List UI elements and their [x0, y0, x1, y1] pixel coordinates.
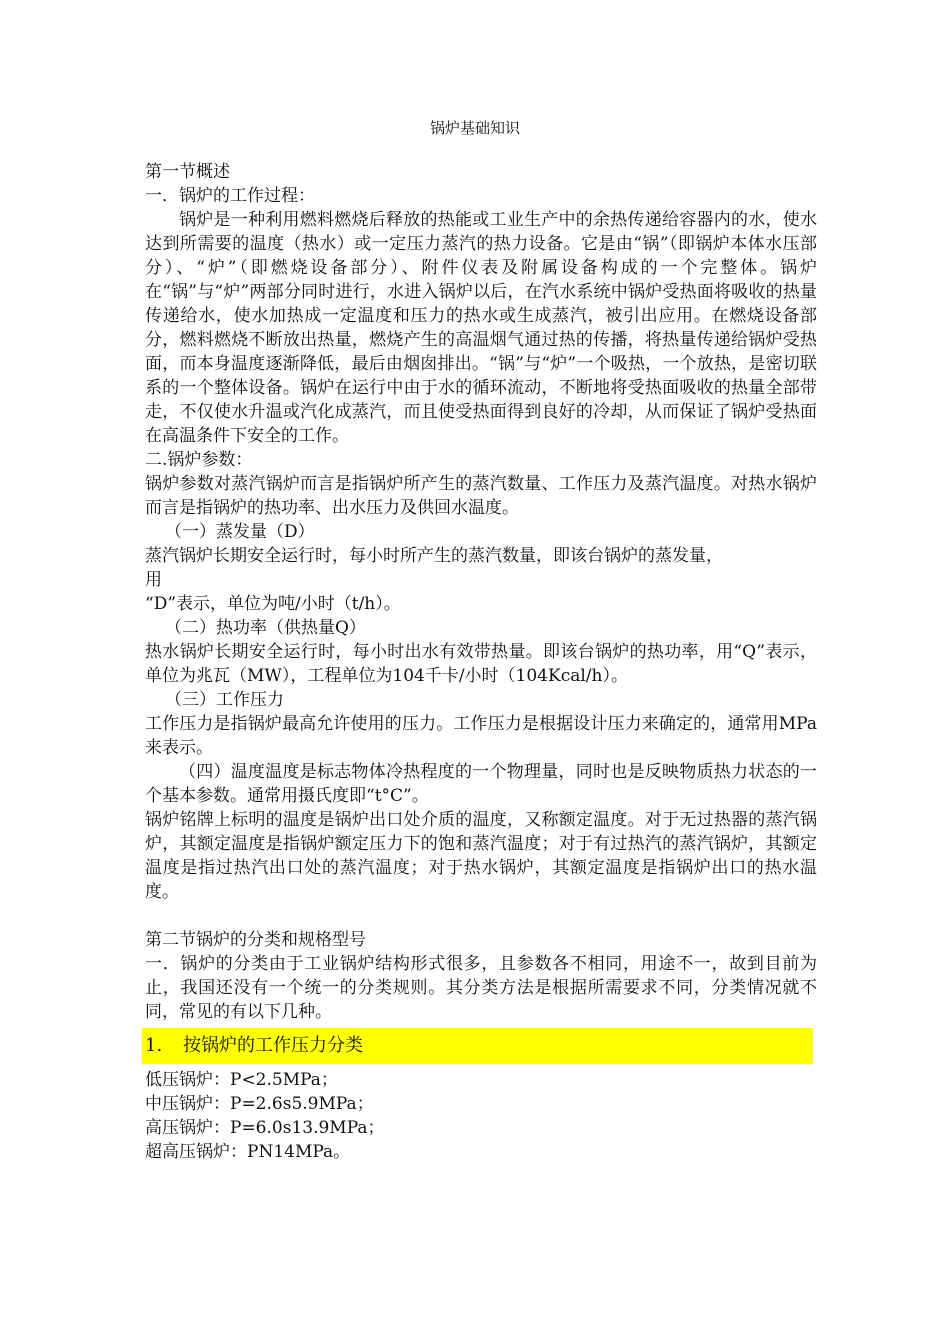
- document-title: 锅炉基础知识: [429, 119, 520, 137]
- list-item-medium-pressure: 中压锅炉：P=2.6s5.9MPa；: [145, 1094, 374, 1114]
- list-item-low-pressure: 低压锅炉：P<2.5MPa；: [145, 1070, 338, 1090]
- paragraph-evaporation-line1: 蒸汽锅炉长期安全运行时，每小时所产生的蒸汽数量，即该台锅炉的蒸发量，: [145, 546, 723, 566]
- blank-line: [145, 904, 817, 928]
- section1-heading: 第一节概述: [145, 162, 230, 182]
- paragraph-temperature: （四）温度温度是标志物体冷热程度的一个物理量，同时也是反映物质热力状态的一个基本参数。通常用摄氏度即“t°C”。: [145, 762, 817, 806]
- highlight-text: 按锅炉的工作压力分类: [183, 1035, 363, 1056]
- item2-heading: 二.锅炉参数：: [145, 450, 253, 470]
- subheading-evaporation: （一）蒸发量（D）: [165, 522, 315, 542]
- section2-heading: 第二节锅炉的分类和规格型号: [145, 930, 366, 950]
- paragraph-classification: 一．锅炉的分类由于工业锅炉结构形式很多，且参数各不相同，用途不一，故到目前为止，我国还没有一个统一的分类规则。其分类方法是根据所需要求不同，分类情况就不同，常见的有以下几种。: [145, 954, 817, 1022]
- paragraph-boiler-process: 锅炉是一种利用燃料燃烧后释放的热能或工业生产中的余热传递给容器内的水，使水达到所需要的温度（热水）或一定压力蒸汽的热力设备。它是由“锅”（即锅炉本体水压部分）、“炉”（即燃烧设备部分）、附件仪表及附属设备构成的一个完整体。锅炉在“锅”与“炉”两部分同时进行，水进入锅炉以后，在汽水系统中锅炉受热面将吸收的热量传递给水，使水加热成一定温度和压力的热水或生成蒸汽，被引出应用。在燃烧设备部分，燃料燃烧不断放出热量，燃烧产生的高温烟气通过热的传播，将热量传递给锅炉受热面，而本身温度逐渐降低，最后由烟囱排出。“锅”与“炉”一个吸热，一个放热，是密切联系的一个整体设备。锅炉在运行中由于水的循环流动，不断地将受热面吸收的热量全部带走，不仅使水升温或汽化成蒸汽，而且使受热面得到良好的冷却，从而保证了锅炉受热面在高温条件下安全的工作。: [145, 210, 817, 446]
- paragraph-rated-temperature: 锅炉铭牌上标明的温度是锅炉出口处介质的温度，又称额定温度。对于无过热器的蒸汽锅炉，其额定温度是指锅炉额定压力下的饱和蒸汽温度；对于有过热汽的蒸汽锅炉，其额定温度是指过热汽出口处的蒸汽温度；对于热水锅炉，其额定温度是指锅炉出口的热水温度。: [145, 810, 817, 902]
- paragraph-evaporation-line2: 用: [145, 570, 162, 590]
- list-item-high-pressure: 高压锅炉：P=6.0s13.9MPa；: [145, 1118, 385, 1138]
- paragraph-boiler-params: 锅炉参数对蒸汽锅炉而言是指锅炉所产生的蒸汽数量、工作压力及蒸汽温度。对热水锅炉而言是指锅炉的热功率、出水压力及供回水温度。: [145, 474, 817, 518]
- highlighted-heading: [142, 1028, 813, 1064]
- subheading-thermal-power: （二）热功率（供热量Q）: [165, 618, 366, 638]
- highlight-number: 1.: [145, 1035, 163, 1056]
- subheading-working-pressure: （三）工作压力: [165, 690, 284, 710]
- paragraph-evaporation-line3: “D”表示，单位为吨/小时（t/h）。: [145, 594, 401, 614]
- item1-heading: 一．锅炉的工作过程：: [145, 186, 315, 206]
- paragraph-working-pressure: 工作压力是指锅炉最高允许使用的压力。工作压力是根据设计压力来确定的，通常用MPa来表示。: [145, 714, 817, 758]
- paragraph-thermal-power: 热水锅炉长期安全运行时，每小时出水有效带热量。即该台锅炉的热功率，用“Q”表示，单位为兆瓦（MW），工程单位为104千卡/小时（104Kcal/h）。: [145, 642, 817, 686]
- list-item-ultra-high-pressure: 超高压锅炉：PN14MPa。: [145, 1142, 351, 1162]
- document-body: [145, 160, 817, 1164]
